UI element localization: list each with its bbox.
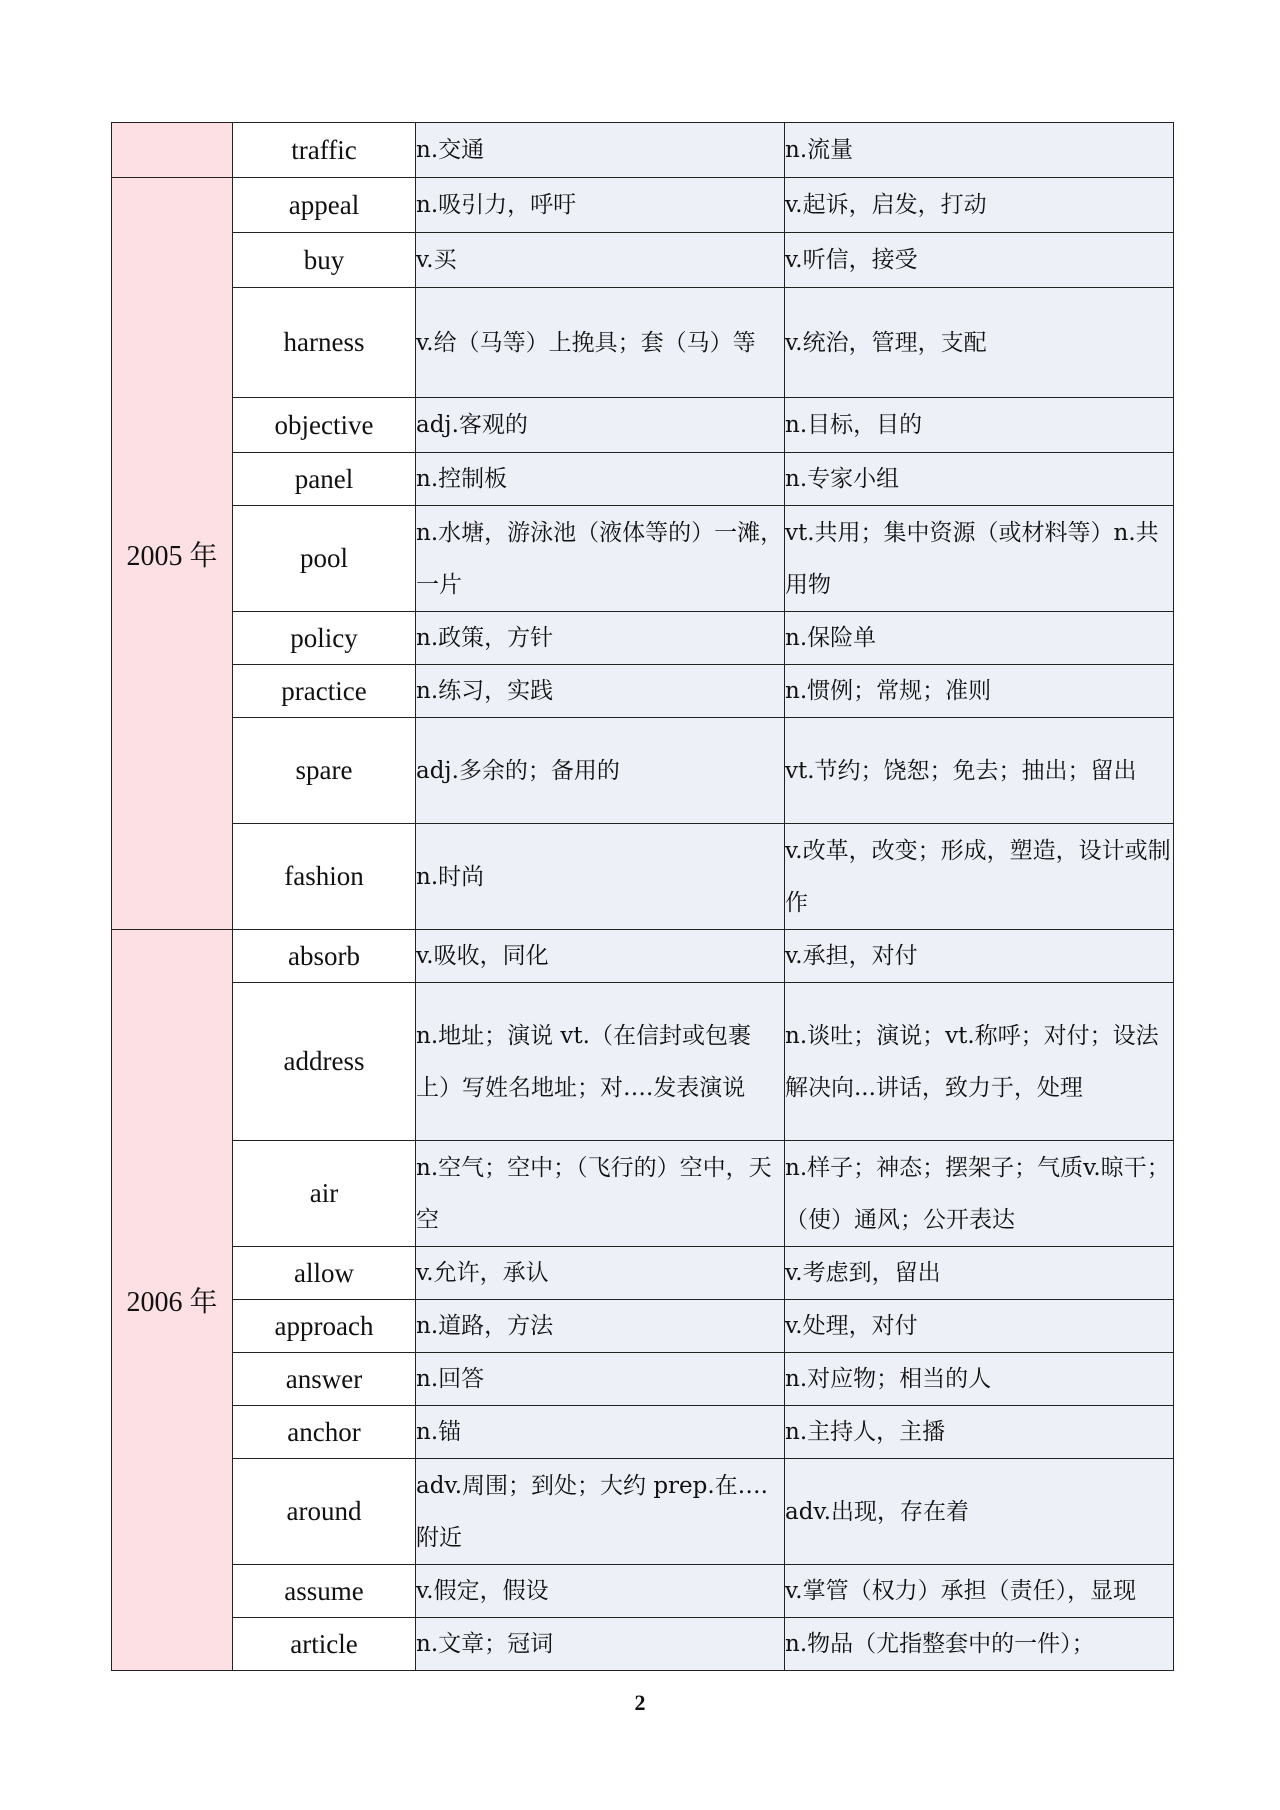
special-meaning-cell: v.处理，对付 (785, 1300, 1174, 1353)
special-meaning-cell: v.改革，改变；形成，塑造，设计或制作 (785, 824, 1174, 930)
common-meaning-cell: n.控制板 (416, 453, 785, 506)
table-row (112, 612, 1174, 665)
table-row (112, 718, 1174, 824)
special-meaning-cell: n.谈吐；演说；vt.称呼；对付；设法解决向...讲话，致力于，处理 (785, 983, 1174, 1141)
word-cell: policy (233, 612, 416, 665)
common-meaning-cell: n.时尚 (416, 824, 785, 930)
table-row (112, 506, 1174, 612)
special-meaning-cell: n.主持人，主播 (785, 1406, 1174, 1459)
special-meaning-cell: vt.节约；饶恕；免去；抽出；留出 (785, 718, 1174, 824)
word-cell: practice (233, 665, 416, 718)
table-row (112, 665, 1174, 718)
special-meaning-cell: n.保险单 (785, 612, 1174, 665)
special-meaning-cell: v.统治，管理，支配 (785, 288, 1174, 398)
word-cell: allow (233, 1247, 416, 1300)
common-meaning-cell: n.水塘，游泳池（液体等的）一滩，一片 (416, 506, 785, 612)
word-cell: article (233, 1618, 416, 1671)
common-meaning-cell: n.交通 (416, 123, 785, 178)
table-row (112, 824, 1174, 930)
common-meaning-cell: n.练习，实践 (416, 665, 785, 718)
special-meaning-cell: v.起诉，启发，打动 (785, 178, 1174, 233)
table-row (112, 983, 1174, 1141)
common-meaning-cell: v.吸收，同化 (416, 930, 785, 983)
common-meaning-cell: n.吸引力，呼吁 (416, 178, 785, 233)
table-row (112, 453, 1174, 506)
word-cell: spare (233, 718, 416, 824)
common-meaning-cell: v.假定，假设 (416, 1565, 785, 1618)
special-meaning-cell: n.流量 (785, 123, 1174, 178)
table-row (112, 1406, 1174, 1459)
common-meaning-cell: v.允许，承认 (416, 1247, 785, 1300)
special-meaning-cell: v.听信，接受 (785, 233, 1174, 288)
table-row (112, 1459, 1174, 1565)
special-meaning-cell: n.样子；神态；摆架子；气质v.晾干；（使）通风；公开表达 (785, 1141, 1174, 1247)
word-cell: air (233, 1141, 416, 1247)
year-cell-2005: 2005 年 (112, 178, 233, 930)
special-meaning-cell: v.承担，对付 (785, 930, 1174, 983)
word-cell: approach (233, 1300, 416, 1353)
table-row (112, 930, 1174, 983)
word-cell: appeal (233, 178, 416, 233)
special-meaning-cell: n.目标，目的 (785, 398, 1174, 453)
common-meaning-cell: adj.多余的；备用的 (416, 718, 785, 824)
special-meaning-cell: n.惯例；常规；准则 (785, 665, 1174, 718)
table-row (112, 1618, 1174, 1671)
table-row (112, 1565, 1174, 1618)
table-row (112, 233, 1174, 288)
word-cell: buy (233, 233, 416, 288)
common-meaning-cell: v.买 (416, 233, 785, 288)
special-meaning-cell: adv.出现，存在着 (785, 1459, 1174, 1565)
common-meaning-cell: n.回答 (416, 1353, 785, 1406)
table-row (112, 123, 1174, 178)
vocabulary-table (111, 122, 1174, 1671)
common-meaning-cell: n.政策，方针 (416, 612, 785, 665)
special-meaning-cell: v.掌管（权力）承担（责任），显现 (785, 1565, 1174, 1618)
special-meaning-cell: n.物品（尤指整套中的一件）； (785, 1618, 1174, 1671)
common-meaning-cell: n.空气；空中；（飞行的）空中，天空 (416, 1141, 785, 1247)
common-meaning-cell: adv.周围；到处；大约 prep.在….附近 (416, 1459, 785, 1565)
year-cell-empty (112, 123, 233, 178)
common-meaning-cell: v.给（马等）上挽具；套（马）等 (416, 288, 785, 398)
word-cell: pool (233, 506, 416, 612)
table-row (112, 1353, 1174, 1406)
special-meaning-cell: n.专家小组 (785, 453, 1174, 506)
word-cell: assume (233, 1565, 416, 1618)
word-cell: panel (233, 453, 416, 506)
word-cell: traffic (233, 123, 416, 178)
word-cell: anchor (233, 1406, 416, 1459)
common-meaning-cell: adj.客观的 (416, 398, 785, 453)
table-row (112, 398, 1174, 453)
special-meaning-cell: vt.共用；集中资源（或材料等）n.共用物 (785, 506, 1174, 612)
word-cell: objective (233, 398, 416, 453)
common-meaning-cell: n.文章；冠词 (416, 1618, 785, 1671)
common-meaning-cell: n.锚 (416, 1406, 785, 1459)
page-number: 2 (634, 1690, 646, 1715)
table-row (112, 1300, 1174, 1353)
word-cell: around (233, 1459, 416, 1565)
table-row (112, 288, 1174, 398)
table-row (112, 178, 1174, 233)
special-meaning-cell: v.考虑到，留出 (785, 1247, 1174, 1300)
word-cell: fashion (233, 824, 416, 930)
word-cell: answer (233, 1353, 416, 1406)
table-row (112, 1141, 1174, 1247)
common-meaning-cell: n.道路，方法 (416, 1300, 785, 1353)
word-cell: harness (233, 288, 416, 398)
common-meaning-cell: n.地址；演说 vt.（在信封或包裹上）写姓名地址；对….发表演说 (416, 983, 785, 1141)
special-meaning-cell: n.对应物；相当的人 (785, 1353, 1174, 1406)
year-cell-2006: 2006 年 (112, 930, 233, 1671)
word-cell: absorb (233, 930, 416, 983)
word-cell: address (233, 983, 416, 1141)
table-row (112, 1247, 1174, 1300)
